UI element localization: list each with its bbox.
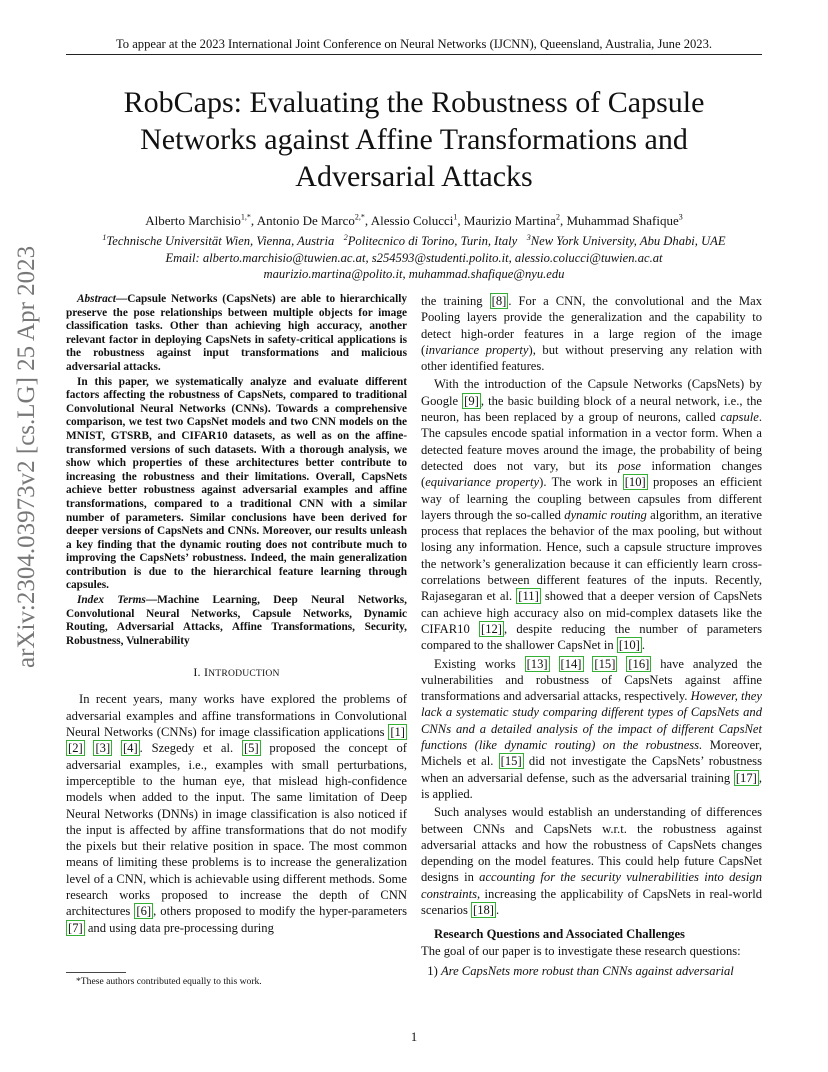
affiliation-tu-wien: Technische Universität Wien, Vienna, Austria — [106, 234, 335, 248]
author-sup: 1,* — [240, 212, 251, 222]
email-line-1: Email: alberto.marchisio@tuwien.ac.at, s254593@studenti.polito.it, alessio.colucci@tuwien.ac.at — [165, 251, 663, 265]
italic-run: accounting for the security vulnerabilities into design constraints — [421, 870, 762, 901]
section-first-letter: I — [203, 665, 209, 680]
email-line-2: maurizio.martina@polito.it, muhammad.shafique@nyu.edu — [263, 267, 565, 281]
text-run: ). The work in — [539, 475, 623, 490]
citation-link[interactable]: [14] — [560, 656, 582, 671]
italic-run: capsule — [720, 410, 759, 425]
citation-link[interactable]: [3] — [95, 741, 111, 756]
section-heading-introduction — [66, 665, 407, 681]
footnote: *These authors contributed equally to this work. — [76, 976, 262, 987]
affil-sup: 2 — [343, 232, 348, 242]
citation-link[interactable]: [4] — [122, 741, 138, 756]
text-run: , increasing the applicability of CapsNets in real-world scenarios — [421, 886, 762, 917]
text-run: , despite reducing the number of parameters compared to the shallower CapsNet in — [421, 621, 762, 653]
text-run: . The capsules encode spatial information in a vector form. When a detected feature moves around the image, the probability of being detected does not vary, but its — [421, 410, 762, 473]
author-sup: 3 — [678, 212, 683, 222]
intro-paragraph-3 — [421, 656, 762, 803]
citation-link[interactable]: [13] — [526, 656, 548, 671]
citation-link[interactable]: [5] — [243, 741, 259, 756]
text-run: proposes an efficient way of learning the coupling between capsules from different layers through the so-called — [421, 475, 763, 522]
index-terms-text: —Machine Learning, Deep Neural Networks, Convolutional Neural Networks, Capsule Networks, Dynamic Routing, Adversarial Attacks, Affine Transformations, Security, Robustness, Vulnerability — [66, 594, 407, 647]
text-run: have analyzed the vulnerabilities and robustness of CapsNets against affine transformations and adversarial attacks, respectively. — [421, 656, 762, 704]
affiliation-polito: Politecnico di Torino, Turin, Italy — [347, 234, 518, 248]
footnote-rule — [66, 972, 126, 973]
italic-run: equivariance property — [425, 475, 540, 490]
author-name: Maurizio Martina — [463, 213, 556, 228]
page-number: 1 — [410, 1030, 418, 1044]
text-run: Such analyses would establish an understanding of differences between CNNs and CapsNets w.r.t. the robustness against adversarial attacks and how the robustness of CapsNets changes depending on the model features. This could help future CapsNet designs in — [421, 805, 762, 885]
title-line-3: Adversarial Attacks — [295, 160, 533, 193]
arxiv-stamp: arXiv:2304.03973v2 [cs.LG] 25 Apr 2023 — [13, 245, 40, 668]
citation-link[interactable]: [16] — [628, 656, 650, 671]
intro-paragraph-4 — [421, 804, 762, 918]
abstract-text: —Capsule Networks (CapsNets) are able to hierarchically preserve the pose relationships between multiple objects for image classification tasks. Other than achieving high accuracy, another relevant factor in deploying CapsNets in safety-critical applications is the robustness against input transformations and malicious adversarial attacks. — [66, 293, 407, 373]
intro-paragraph-1-continued — [421, 293, 762, 374]
author-sup: 1 — [453, 212, 458, 222]
affil-sup: 3 — [526, 232, 531, 242]
italic-run: dynamic routing — [564, 507, 647, 522]
running-head: To appear at the 2023 International Joint Conference on Neural Networks (IJCNN), Queensland, Australia, June 2023. — [115, 37, 713, 51]
research-questions-intro: The goal of our paper is to investigate these research questions: — [421, 943, 741, 958]
index-terms-label: Index Terms — [77, 594, 146, 607]
research-questions-heading: Research Questions and Associated Challenges — [434, 927, 685, 942]
text-run: and using data pre-processing during — [84, 920, 274, 935]
citation-link[interactable]: [10] — [618, 638, 640, 653]
affil-sup: 1 — [102, 232, 107, 242]
author-sup: 2,* — [354, 212, 365, 222]
text-run: , is applied. — [421, 770, 762, 801]
paper-title — [66, 84, 762, 195]
citation-link[interactable]: [15] — [500, 754, 522, 769]
citation-link[interactable]: [17] — [735, 770, 757, 785]
list-number: 1) — [427, 963, 441, 978]
text-run: ), but without preserving any relation with other identified features. — [421, 342, 762, 374]
citation-link[interactable]: [7] — [68, 920, 83, 935]
list-item — [421, 963, 762, 979]
author-list: Alberto Marchisio$^{1,*}$, Antonio De Marco$^{2,*}$, Alessio Colucci$^1$, Maurizio Martina$^2$, Muhammad Shafique$^3$ — [145, 212, 683, 228]
text-run: Existing works — [434, 656, 525, 671]
author-name: Alessio Colucci — [370, 213, 454, 228]
citation-link[interactable]: [2] — [68, 741, 83, 756]
intro-paragraph-1 — [66, 691, 407, 935]
italic-run: However, they lack a systematic study comparing different types of CapsNets and CNNs and a detailed analysis of the impact of different CapsNet functions (like dynamic routing) on the robustness. — [421, 689, 762, 753]
citation-link[interactable]: [6] — [136, 904, 152, 919]
section-numeral: I. — [193, 665, 204, 680]
text-run: proposed the concept of adversarial examples, i.e., examples with small perturbations, imperceptible to the human eye, that mislead high-confidence models when added to the input. The same limitation of Deep Neural Networks (DNNs) in image classification is also noticed if the input is affected by affine transformations that do not modify the pixels but their relative position in space. The most common means of limiting these problems is to increase the generalization level of a CNN, which is achievable using different methods. Some research works proposed to increase the depth of CNN architectures — [66, 741, 407, 919]
text-run: In recent years, many works have explored the problems of adversarial examples and affine transformations in Convolutional Neural Networks (CNNs) for image classification applications — [66, 692, 407, 740]
citation-link[interactable]: [15] — [594, 656, 616, 671]
citation-link[interactable]: [12] — [481, 621, 502, 636]
text-run: the training — [421, 294, 490, 308]
citation-link[interactable]: [11] — [518, 589, 539, 604]
header-rule — [66, 54, 762, 55]
citation-link[interactable]: [18] — [473, 902, 494, 917]
title-line-2: Networks against Affine Transformations and — [140, 123, 688, 156]
text-run: did not investigate the CapsNets’ robustness when an adversarial defense, such as the adversarial training — [421, 754, 762, 785]
citation-link[interactable]: [1] — [390, 725, 405, 740]
author-name: Muhammad Shafique — [566, 213, 679, 228]
italic-run: Are CapsNets more robust than CNNs against adversarial — [440, 963, 734, 978]
text-run: Moreover, Michels et al. — [421, 738, 762, 769]
text-run: . — [641, 638, 645, 653]
text-run: information changes ( — [421, 458, 762, 490]
affiliation-nyu: New York University, Abu Dhabi, UAE — [530, 234, 726, 248]
text-run: , the basic building block of a neural network, i.e., the neuron, has been replaced by a group of neurons, called — [421, 393, 762, 425]
author-name: Antonio De Marco — [256, 213, 355, 228]
italic-run: pose — [617, 458, 641, 473]
abstract-label: Abstract — [77, 293, 116, 305]
text-run: . — [496, 902, 500, 917]
text-run: With the introduction of the Capsule Networks (CapsNets) by Google — [421, 377, 762, 408]
author-sup: 2 — [555, 212, 560, 222]
abstract-paragraph-2: In this paper, we systematically analyze and evaluate different factors affecting the robustness of CapsNets, compared to traditional Convolutional Neural Networks (CNNs). Towards a comprehensive comparison, we test two CapsNet models and two CNN models on the MNIST, GTSRB, and CIFAR10 datasets, as well as on the affine-transformed versions of such datasets. With a thorough analysis, we show which properties of these architectures better contribute to increasing the robustness and their limitations. Overall, CapsNets achieve better robustness against adversarial examples and affine transformations, compared to a traditional CNN with a similar number of parameters. Similar conclusions have been derived for deeper versions of CapsNets and CNNs. Moreover, our results unleash a key finding that the dynamic routing does not contribute much to improving the CapsNets’ robustness. Indeed, the main generalization contribution is due to the hierarchical feature learning through capsules. — [66, 375, 407, 592]
citation-link[interactable]: [8] — [491, 294, 507, 308]
text-run: . For a CNN, the convolutional and the Max Pooling layers provide the generalization and the capability to detect high-order features in a large region of the image ( — [421, 294, 762, 357]
author-name: Alberto Marchisio — [145, 213, 241, 228]
citation-link[interactable]: [10] — [624, 475, 646, 490]
left-column — [66, 293, 407, 936]
italic-run: invariance property — [425, 342, 529, 357]
index-terms — [66, 594, 407, 648]
abstract-paragraph-1 — [66, 293, 407, 375]
right-column — [421, 293, 762, 979]
title-line-1: RobCaps: Evaluating the Robustness of Capsule — [123, 86, 705, 119]
text-run: showed that a deeper version of CapsNets can achieve high accuracy also on mid-complex datasets like the CIFAR10 — [421, 589, 762, 636]
text-run: . Szegedy et al. — [139, 741, 242, 756]
intro-paragraph-2 — [421, 376, 762, 653]
citation-link[interactable]: [9] — [464, 393, 479, 408]
section-smallcaps: NTRODUCTION — [208, 668, 280, 680]
text-run: algorithm, an iterative process that replaces the behavior of the max pooling, but without losing any information. Hence, such a capsule structure improves the network’s generalization because it can efficiently learn cross-correlations between different features of the inputs. Recently, Rajasegaran et al. — [421, 507, 763, 604]
text-run: , others proposed to modify the hyper-parameters — [153, 904, 407, 919]
affiliations — [40, 233, 788, 249]
